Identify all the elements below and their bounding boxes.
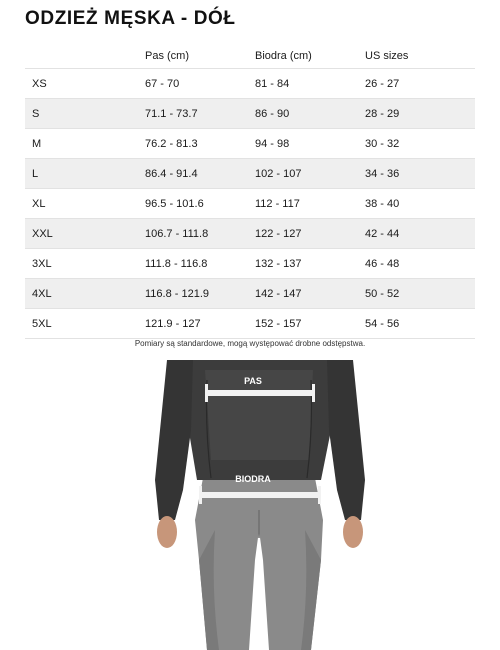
- size-cell: XL: [32, 197, 46, 210]
- waist-cell: 111.8 - 116.8: [145, 257, 208, 270]
- hips-cell: 132 - 137: [255, 257, 302, 270]
- waist-cell: 67 - 70: [145, 77, 180, 90]
- header-us-sizes: US sizes: [365, 50, 409, 62]
- table-row: [25, 249, 475, 279]
- hips-cell: 102 - 107: [255, 167, 302, 180]
- us-size-cell: 28 - 29: [365, 107, 400, 120]
- right-arm: [327, 360, 365, 520]
- us-size-cell: 42 - 44: [365, 227, 400, 240]
- table-row: [25, 129, 475, 159]
- measurement-note: Pomiary są standardowe, mogą występować drobne odstępstwa.: [134, 339, 366, 348]
- table-row: [25, 159, 475, 189]
- table-row: [25, 309, 475, 339]
- left-arm: [155, 360, 193, 520]
- size-cell: M: [32, 137, 42, 150]
- waist-measure-tick-left: [205, 384, 208, 402]
- waist-cell: 86.4 - 91.4: [145, 167, 198, 180]
- header-hips: Biodra (cm): [255, 50, 312, 62]
- us-size-cell: 50 - 52: [365, 287, 400, 300]
- us-size-cell: 54 - 56: [365, 317, 400, 330]
- size-cell: 4XL: [32, 287, 52, 300]
- hips-cell: 94 - 98: [255, 137, 290, 150]
- hips-cell: 112 - 117: [255, 197, 300, 210]
- hips-cell: 122 - 127: [255, 227, 302, 240]
- hips-measure-tick-right: [318, 486, 321, 504]
- table-header-row: [25, 44, 475, 69]
- hips-label: BIODRA: [235, 474, 271, 484]
- waist-cell: 96.5 - 101.6: [145, 197, 204, 210]
- size-cell: S: [32, 107, 40, 120]
- waist-measure-tick-right: [312, 384, 315, 402]
- us-size-cell: 38 - 40: [365, 197, 400, 210]
- left-hand: [157, 516, 177, 548]
- table-row: [25, 189, 475, 219]
- header-size: [25, 44, 138, 69]
- page-title: ODZIEŻ MĘSKA - DÓŁ: [25, 8, 236, 29]
- hips-cell: 81 - 84: [255, 77, 290, 90]
- size-chart-table: [25, 44, 475, 339]
- table-row: [25, 219, 475, 249]
- us-size-cell: 46 - 48: [365, 257, 400, 270]
- right-hand: [343, 516, 363, 548]
- size-cell: 5XL: [32, 317, 52, 330]
- hips-cell: 86 - 90: [255, 107, 290, 120]
- table-row: [25, 99, 475, 129]
- hips-measure-tick-left: [199, 486, 202, 504]
- hips-cell: 142 - 147: [255, 287, 302, 300]
- waist-cell: 121.9 - 127: [145, 317, 201, 330]
- waist-cell: 76.2 - 81.3: [145, 137, 198, 150]
- hips-cell: 152 - 157: [255, 317, 302, 330]
- us-size-cell: 34 - 36: [365, 167, 400, 180]
- us-size-cell: 26 - 27: [365, 77, 400, 90]
- waist-label: PAS: [244, 376, 262, 386]
- us-size-cell: 30 - 32: [365, 137, 400, 150]
- size-cell: L: [32, 167, 39, 180]
- size-cell: XXL: [32, 227, 53, 240]
- waist-measure-band: [207, 390, 313, 396]
- size-cell: 3XL: [32, 257, 52, 270]
- waist-cell: 106.7 - 111.8: [145, 227, 209, 240]
- waist-cell: 71.1 - 73.7: [145, 107, 198, 120]
- header-waist: Pas (cm): [145, 50, 189, 62]
- table-row: [25, 279, 475, 309]
- hips-measure-band: [201, 492, 319, 498]
- waist-cell: 116.8 - 121.9: [145, 287, 210, 300]
- size-cell: XS: [32, 77, 47, 90]
- table-row: [25, 69, 475, 99]
- body-measurement-illustration: [145, 360, 375, 650]
